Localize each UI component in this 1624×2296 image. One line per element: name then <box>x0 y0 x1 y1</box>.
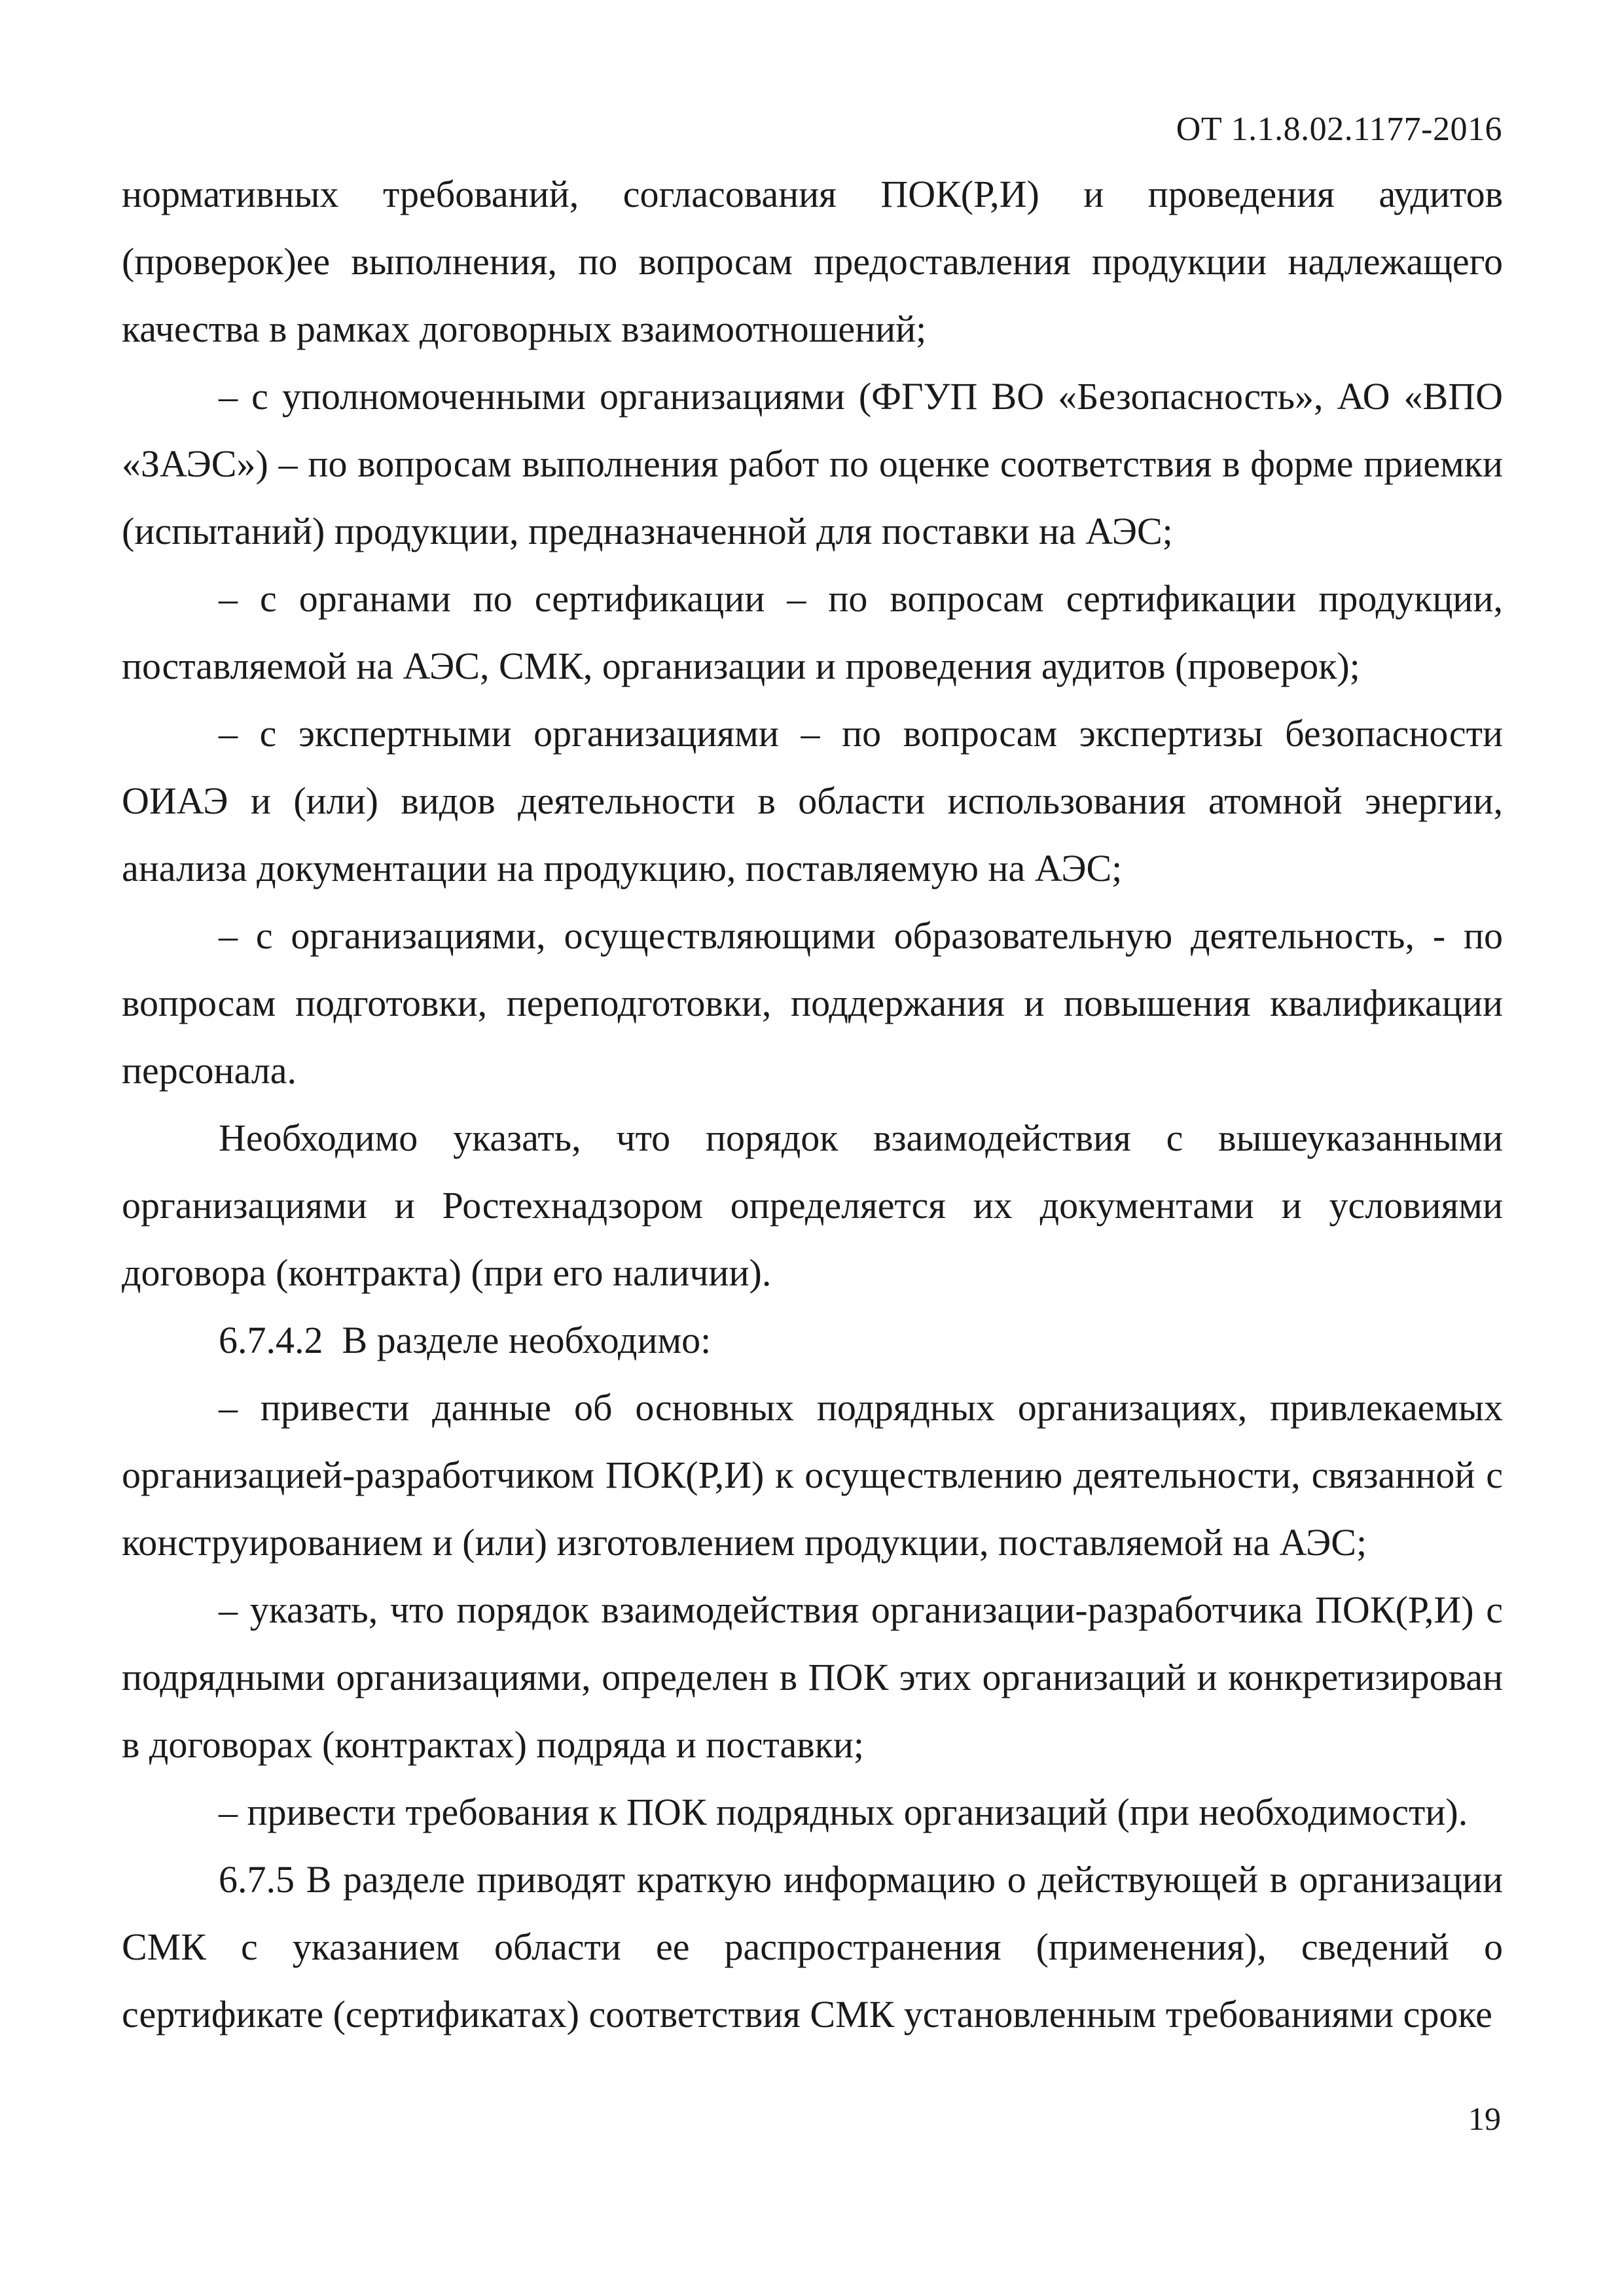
document-code: ОТ 1.1.8.02.1177-2016 <box>1176 111 1502 148</box>
paragraph-6-7-5: 6.7.5 В разделе приводят краткую информацию о действующей в организации СМК с указанием области ее распространения (применения), сведений о сертификате (сертификатах) соответствия СМК установленным требованиями сроке <box>122 1858 1503 2036</box>
list-item-educational-organizations: – с организациями, осуществляющими образовательную деятельность, - по вопросам подготовки, переподготовки, поддержания и повышения квалификации персонала. <box>122 914 1503 1092</box>
page-number: 19 <box>1468 2100 1501 2137</box>
list-item-contractor-requirements: – привести требования к ПОК подрядных организаций (при необходимости). <box>219 1791 1468 1833</box>
list-item-expert-organizations: – с экспертными организациями – по вопросам экспертизы безопасности ОИАЭ и (или) видов деятельности в области использования атомной энергии, анализа документации на продукцию, поставляемую на АЭС; <box>122 712 1503 889</box>
section-heading-6-7-4-2: 6.7.4.2 В разделе необходимо: <box>219 1319 712 1361</box>
paragraph-interaction-procedure: Необходимо указать, что порядок взаимодействия с вышеуказанными организациями и Ростехнадзором определяется их документами и условиями договора (контракта) (при его наличии). <box>122 1117 1503 1294</box>
list-item-certification-bodies: – с органами по сертификации – по вопросам сертификации продукции, поставляемой на АЭС, СМК, организации и проведения аудитов (проверок); <box>122 577 1503 687</box>
document-body <box>122 160 1503 2048</box>
list-item-authorized-organizations: – с уполномоченными организациями (ФГУП ВО «Безопасность», АО «ВПО «ЗАЭС») – по вопросам выполнения работ по оценке соответствия в форме приемки (испытаний) продукции, предназначенной для поставки на АЭС; <box>122 375 1503 552</box>
list-item-contractor-interaction: – указать, что порядок взаимодействия организации-разработчика ПОК(Р,И) с подрядными организациями, определен в ПОК этих организаций и конкретизирован в договорах (контрактах) подряда и поставки; <box>122 1588 1503 1766</box>
list-item-contractor-data: – привести данные об основных подрядных организациях, привлекаемых организацией-разработчиком ПОК(Р,И) к осуществлению деятельности, связанной с конструированием и (или) изготовлением продукции, поставляемой на АЭС; <box>122 1386 1503 1564</box>
paragraph-continuation: нормативных требований, согласования ПОК(Р,И) и проведения аудитов (проверок)ее выполнения, по вопросам предоставления продукции надлежащего качества в рамках договорных взаимоотношений; <box>122 173 1503 350</box>
